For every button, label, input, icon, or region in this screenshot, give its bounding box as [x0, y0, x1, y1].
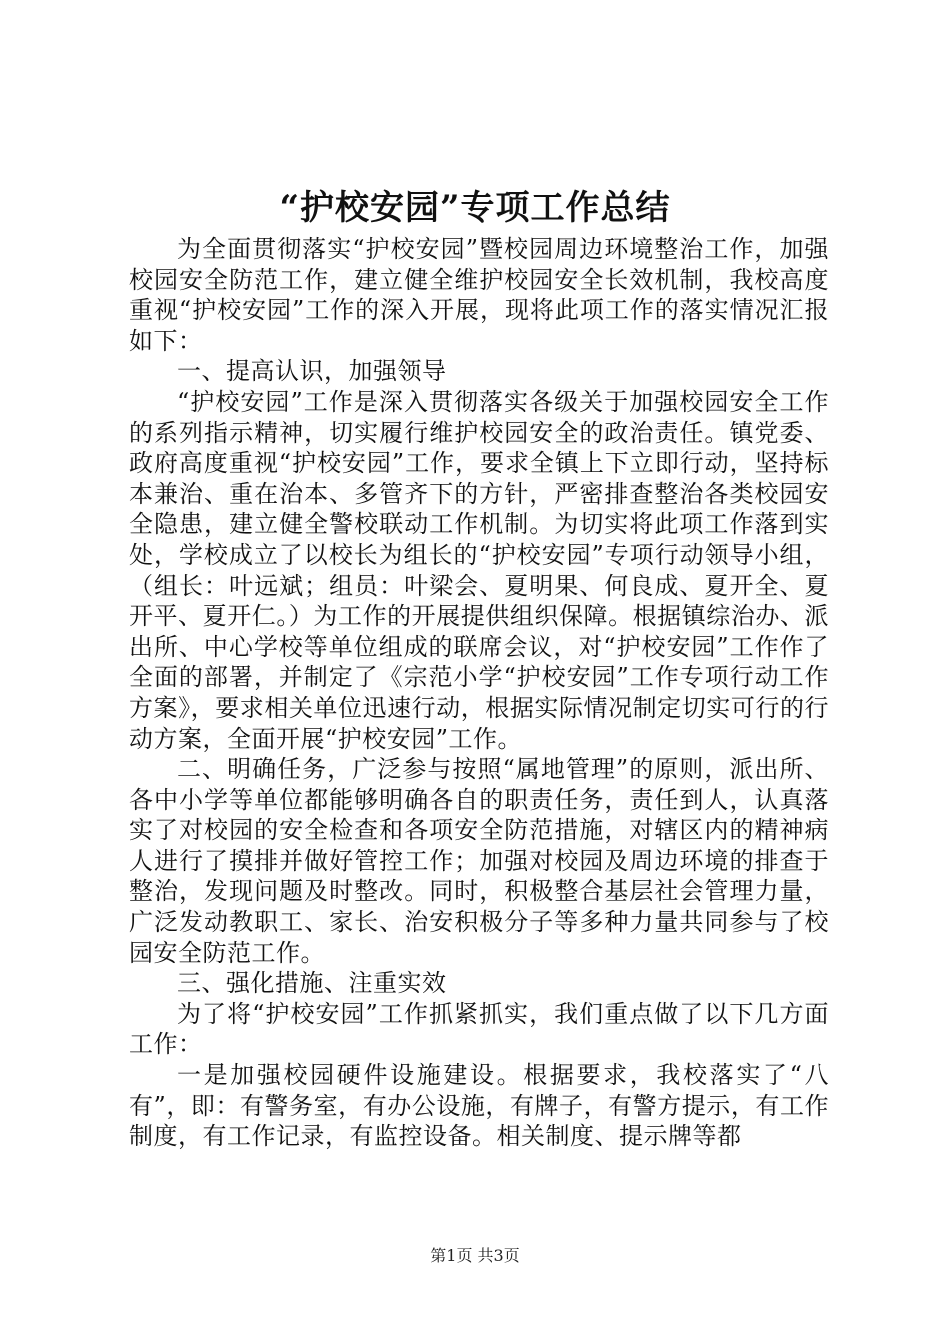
document-title: “护校安园”专项工作总结 [279, 188, 671, 228]
document-body [129, 234, 829, 1152]
section-heading-1: 一、提高认识，加强领导 [177, 357, 447, 386]
paragraph-intro: 为全面贯彻落实“护校安园”暨校园周边环境整治工作，加强校园安全防范工作，建立健全维护校园安全长效机制，我校高度重视“护校安园”工作的深入开展，现将此项工作的落实情况汇报如下： [129, 235, 829, 355]
paragraph-section-2: 二、明确任务，广泛参与按照“属地管理”的原则，派出所、各中小学等单位都能够明确各自的职责任务，责任到人，认真落实了对校园的安全检查和各项安全防范措施，对辖区内的精神病人进行了摸排并做好管控工作；加强对校园及周边环境的排查于整治，发现问题及时整改。同时，积极整合基层社会管理力量，广泛发动教职工、家长、治安积极分子等多种力量共同参与了校园安全防范工作。 [129, 755, 829, 967]
paragraph-section-3-intro: 为了将“护校安园”工作抓紧抓实，我们重点做了以下几方面工作： [129, 999, 829, 1059]
paragraph-section-3-item-1: 一是加强校园硬件设施建设。根据要求，我校落实了“八有”，即：有警务室，有办公设施，有牌子，有警方提示，有工作制度，有工作记录，有监控设备。相关制度、提示牌等都 [129, 1061, 829, 1151]
section-heading-3: 三、强化措施、注重实效 [177, 969, 447, 998]
paragraph-section-1: “护校安园”工作是深入贯彻落实各级关于加强校园安全工作的系列指示精神，切实履行维护校园安全的政治责任。镇党委、政府高度重视“护校安园”工作，要求全镇上下立即行动，坚持标本兼治、重在治本、多管齐下的方针，严密排查整治各类校园安全隐患，建立健全警校联动工作机制。为切实将此项工作落到实处，学校成立了以校长为组长的“护校安园”专项行动领导小组，（组长：叶远斌；组员：叶梁会、夏明果、何良成、夏开全、夏开平、夏开仁。）为工作的开展提供组织保障。根据镇综治办、派出所、中心学校等单位组成的联席会议，对“护校安园”工作作了全面的部署，并制定了《宗范小学“护校安园”工作专项行动工作方案》，要求相关单位迅速行动，根据实际情况制定切实可行的行动方案，全面开展“护校安园”工作。 [129, 387, 829, 753]
page-footer: 第1页 共3页 [430, 1246, 520, 1265]
